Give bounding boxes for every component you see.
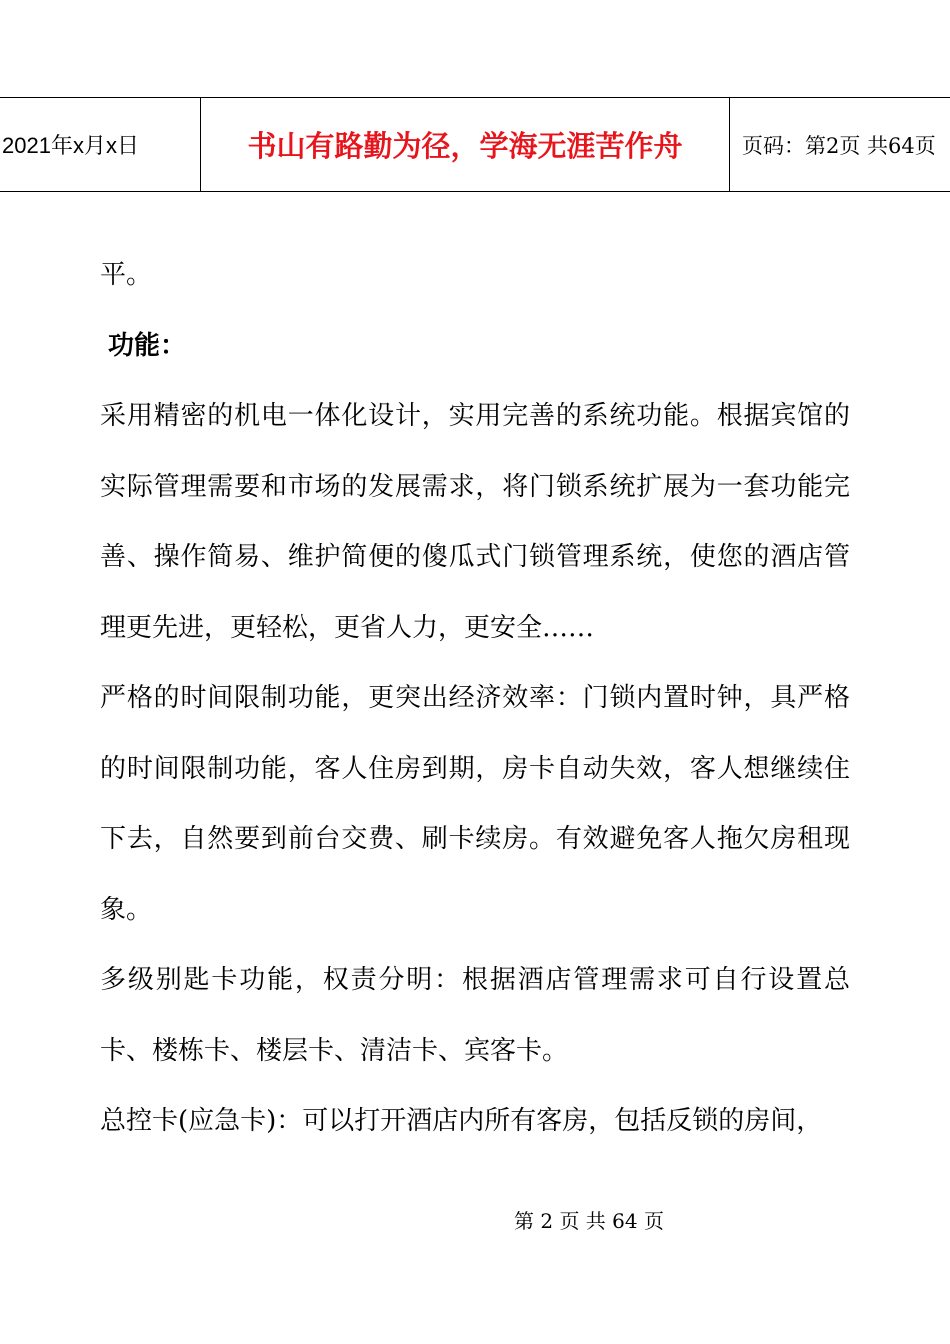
section-heading: 功能：	[108, 330, 187, 361]
paragraph-master-card: 总控卡(应急卡)：可以打开酒店内所有客房，包括反锁的房间，	[100, 1106, 823, 1136]
paragraph-continuation: 平。	[100, 260, 153, 290]
header-date: 2021年x月x日	[2, 133, 139, 158]
paragraph-intro: 采用精密的机电一体化设计，实用完善的系统功能。根据宾馆的实际管理需要和市场的发展需求，将门锁系统扩展为一套功能完善、操作简易、维护简便的傻瓜式门锁管理系统，使您的酒店管理更先进，更轻松，更省人力，更安全……	[100, 401, 850, 643]
footer-page-number: 第 2 页 共 64 页	[514, 1209, 664, 1233]
page-header	[0, 97, 950, 192]
page-footer	[0, 1205, 950, 1234]
header-page-info: 页码：第2页 共64页	[742, 133, 936, 158]
paragraph-card-levels: 多级别匙卡功能，权责分明：根据酒店管理需求可自行设置总卡、楼栋卡、楼层卡、清洁卡、宾客卡。	[100, 965, 850, 1066]
header-motto: 书山有路勤为径，学海无涯苦作舟	[200, 98, 730, 191]
paragraph-time-limit: 严格的时间限制功能，更突出经济效率：门锁内置时钟，具严格的时间限制功能，客人住房到期，房卡自动失效，客人想继续住下去，自然要到前台交费、刷卡续房。有效避免客人拖欠房租现象。	[100, 683, 850, 925]
document-body	[100, 240, 850, 1157]
